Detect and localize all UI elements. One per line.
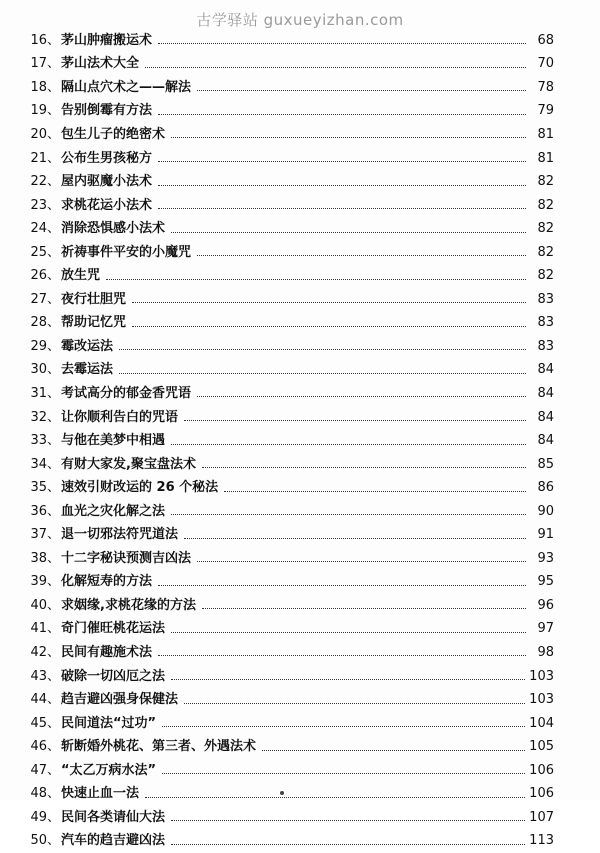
entry-page-number: 82 [537,268,554,284]
entry-number: 50 [30,833,47,849]
entry-number: 17 [30,56,47,72]
toc-entry [14,735,554,759]
entry-separator: 、 [47,833,61,849]
entry-title: 血光之灾化解之法 [61,503,166,519]
entry-page-number: 106 [529,762,554,778]
entry-separator: 、 [47,126,61,142]
entry-page-number: 106 [529,786,554,802]
dot-leader [158,208,526,209]
entry-number: 26 [30,268,47,284]
dot-leader [171,514,526,515]
entry-page-number: 91 [537,527,554,543]
entry-title: 消除恐惧感小法术 [61,221,166,237]
dot-leader [158,655,526,656]
dot-leader [184,538,526,539]
entry-number: 42 [30,644,47,660]
entry-page-number: 82 [537,221,554,237]
entry-title: 汽车的趋吉避凶法 [61,833,166,849]
entry-separator: 、 [47,715,61,731]
entry-page-number: 68 [537,32,554,48]
dot-leader [132,326,526,327]
entry-number: 46 [30,739,47,755]
entry-page-number: 83 [537,291,554,307]
entry-title: 民间道法“过功” [61,715,157,731]
entry-separator: 、 [47,692,61,708]
entry-number: 27 [30,291,47,307]
entry-number: 40 [30,597,47,613]
entry-number: 39 [30,574,47,590]
entry-separator: 、 [47,668,61,684]
toc-entry [14,806,554,830]
entry-number: 33 [30,433,47,449]
entry-page-number: 98 [537,644,554,660]
entry-page-number: 78 [537,79,554,95]
entry-page-number: 82 [537,174,554,190]
entry-separator: 、 [47,621,61,637]
entry-title: 去霉运法 [61,362,114,378]
entry-separator: 、 [47,480,61,496]
entry-separator: 、 [47,809,61,825]
toc-entry [14,264,554,288]
entry-number: 19 [30,103,47,119]
entry-page-number: 97 [537,621,554,637]
entry-separator: 、 [47,433,61,449]
toc-entry [14,618,554,642]
entry-title: 化解短寿的方法 [61,574,153,590]
entry-number: 34 [30,456,47,472]
entry-separator: 、 [47,456,61,472]
entry-page-number: 86 [537,480,554,496]
entry-title: 公布生男孩秘方 [61,150,153,166]
toc-entry [14,359,554,383]
entry-number: 23 [30,197,47,213]
entry-separator: 、 [47,291,61,307]
entry-separator: 、 [47,739,61,755]
toc-entry [14,406,554,430]
dot-leader [197,255,526,256]
entry-title: 速效引财改运的 26 个秘法 [61,480,219,496]
entry-number: 44 [30,692,47,708]
entry-separator: 、 [47,409,61,425]
toc-entry [14,547,554,571]
entry-page-number: 113 [529,833,554,849]
entry-separator: 、 [47,315,61,331]
toc-entry [14,783,554,807]
toc-entry [14,312,554,336]
entry-title: 求桃花运小法术 [61,197,153,213]
entry-title: 快速止血一法 [61,786,140,802]
toc-entry [14,123,554,147]
entry-page-number: 103 [529,692,554,708]
entry-page-number: 93 [537,550,554,566]
dot-leader [145,67,526,68]
dot-leader [132,302,526,303]
entry-page-number: 82 [537,244,554,260]
toc-entry [14,571,554,595]
entry-page-number: 84 [537,385,554,401]
toc-entry [14,100,554,124]
entry-title: 求姻缘,求桃花缘的方法 [61,597,196,613]
entry-title: 茅山肿瘤搬运术 [61,32,153,48]
entry-separator: 、 [47,503,61,519]
entry-number: 35 [30,480,47,496]
toc-entry [14,217,554,241]
entry-separator: 、 [47,527,61,543]
entry-separator: 、 [47,786,61,802]
entry-page-number: 83 [537,338,554,354]
dot-leader [158,114,526,115]
dot-leader [171,679,525,680]
entry-page-number: 95 [537,574,554,590]
toc-entry [14,194,554,218]
toc-entry [14,429,554,453]
entry-separator: 、 [47,385,61,401]
dot-leader [106,279,526,280]
entry-page-number: 96 [537,597,554,613]
entry-number: 18 [30,79,47,95]
dot-leader [119,373,526,374]
entry-page-number: 70 [537,56,554,72]
dot-leader [202,608,526,609]
entry-title: “太乙万病水法” [61,762,157,778]
entry-page-number: 83 [537,315,554,331]
entry-separator: 、 [47,268,61,284]
dot-leader [158,185,526,186]
dot-leader [171,444,526,445]
dot-leader [162,773,525,774]
entry-separator: 、 [47,597,61,613]
entry-number: 48 [30,786,47,802]
dot-leader [158,161,526,162]
toc-entry [14,147,554,171]
toc-entry [14,759,554,783]
entry-number: 22 [30,174,47,190]
entry-number: 49 [30,809,47,825]
entry-number: 37 [30,527,47,543]
entry-title: 让你顺利告白的咒语 [61,409,179,425]
entry-title: 包生儿子的绝密术 [61,126,166,142]
entry-separator: 、 [47,79,61,95]
entry-title: 有财大家发,聚宝盘法术 [61,456,196,472]
entry-separator: 、 [47,56,61,72]
entry-title: 与他在美梦中相遇 [61,433,166,449]
entry-number: 41 [30,621,47,637]
entry-separator: 、 [47,244,61,260]
entry-page-number: 84 [537,409,554,425]
entry-number: 30 [30,362,47,378]
entry-title: 茅山法术大全 [61,56,140,72]
dot-leader [158,585,526,586]
dot-leader [184,420,526,421]
table-of-contents [14,29,554,853]
toc-entry [14,688,554,712]
toc-entry [14,53,554,77]
entry-title: 告别倒霉有方法 [61,103,153,119]
entry-title: 考试高分的郁金香咒语 [61,385,192,401]
toc-entry [14,288,554,312]
entry-page-number: 104 [529,715,554,731]
entry-separator: 、 [47,150,61,166]
toc-entry [14,523,554,547]
entry-page-number: 79 [537,103,554,119]
entry-separator: 、 [47,550,61,566]
toc-entry [14,665,554,689]
entry-title: 民间各类请仙大法 [61,809,166,825]
entry-separator: 、 [47,362,61,378]
entry-page-number: 81 [537,126,554,142]
entry-number: 38 [30,550,47,566]
toc-entry [14,453,554,477]
entry-number: 43 [30,668,47,684]
entry-separator: 、 [47,103,61,119]
toc-entry [14,382,554,406]
dot-leader [158,43,526,44]
entry-separator: 、 [47,221,61,237]
entry-title: 退一切邪法符咒道法 [61,527,179,543]
dot-leader [202,467,526,468]
toc-entry [14,76,554,100]
dot-leader [162,726,525,727]
entry-title: 霉改运法 [61,338,114,354]
dot-leader [224,491,526,492]
dot-leader [197,90,526,91]
entry-number: 24 [30,221,47,237]
dot-leader [119,349,526,350]
entry-page-number: 90 [537,503,554,519]
toc-entry [14,712,554,736]
dot-leader [197,396,526,397]
watermark: 古学驿站 guxueyizhan.com [196,11,404,29]
dot-leader [197,561,526,562]
entry-page-number: 85 [537,456,554,472]
toc-entry [14,241,554,265]
toc-entry [14,500,554,524]
page-dot-mark [280,791,284,795]
entry-number: 47 [30,762,47,778]
toc-entry [14,335,554,359]
entry-title: 屋内驱魔小法术 [61,174,153,190]
entry-title: 民间有趣施术法 [61,644,153,660]
entry-title: 奇门催旺桃花运法 [61,621,166,637]
entry-separator: 、 [47,174,61,190]
entry-page-number: 107 [529,809,554,825]
entry-title: 斩断婚外桃花、第三者、外遇法术 [61,739,257,755]
entry-title: 十二字秘诀预测吉凶法 [61,550,192,566]
entry-number: 20 [30,126,47,142]
entry-title: 隔山点穴术之——解法 [61,79,192,95]
entry-number: 32 [30,409,47,425]
entry-number: 36 [30,503,47,519]
entry-title: 破除一切凶厄之法 [61,668,166,684]
toc-entry [14,29,554,53]
dot-leader [262,750,525,751]
entry-page-number: 81 [537,150,554,166]
entry-title: 放生咒 [61,268,101,284]
dot-leader [171,844,525,845]
entry-separator: 、 [47,762,61,778]
entry-number: 16 [30,32,47,48]
toc-entry [14,594,554,618]
toc-entry [14,830,554,853]
entry-separator: 、 [47,32,61,48]
entry-title: 夜行壮胆咒 [61,291,127,307]
entry-title: 帮助记忆咒 [61,315,127,331]
entry-title: 祈祷事件平安的小魔咒 [61,244,192,260]
entry-separator: 、 [47,338,61,354]
entry-separator: 、 [47,644,61,660]
toc-entry [14,476,554,500]
entry-title: 趋吉避凶强身保健法 [61,692,179,708]
entry-number: 29 [30,338,47,354]
dot-leader [171,632,526,633]
entry-number: 45 [30,715,47,731]
entry-page-number: 84 [537,362,554,378]
entry-page-number: 82 [537,197,554,213]
entry-number: 31 [30,385,47,401]
dot-leader [184,703,525,704]
toc-entry [14,170,554,194]
entry-number: 21 [30,150,47,166]
dot-leader [171,232,526,233]
entry-page-number: 84 [537,433,554,449]
entry-page-number: 105 [529,739,554,755]
entry-page-number: 103 [529,668,554,684]
toc-entry [14,641,554,665]
dot-leader [171,137,526,138]
entry-number: 25 [30,244,47,260]
entry-separator: 、 [47,197,61,213]
entry-number: 28 [30,315,47,331]
dot-leader [171,820,525,821]
entry-separator: 、 [47,574,61,590]
dot-leader [145,797,525,798]
